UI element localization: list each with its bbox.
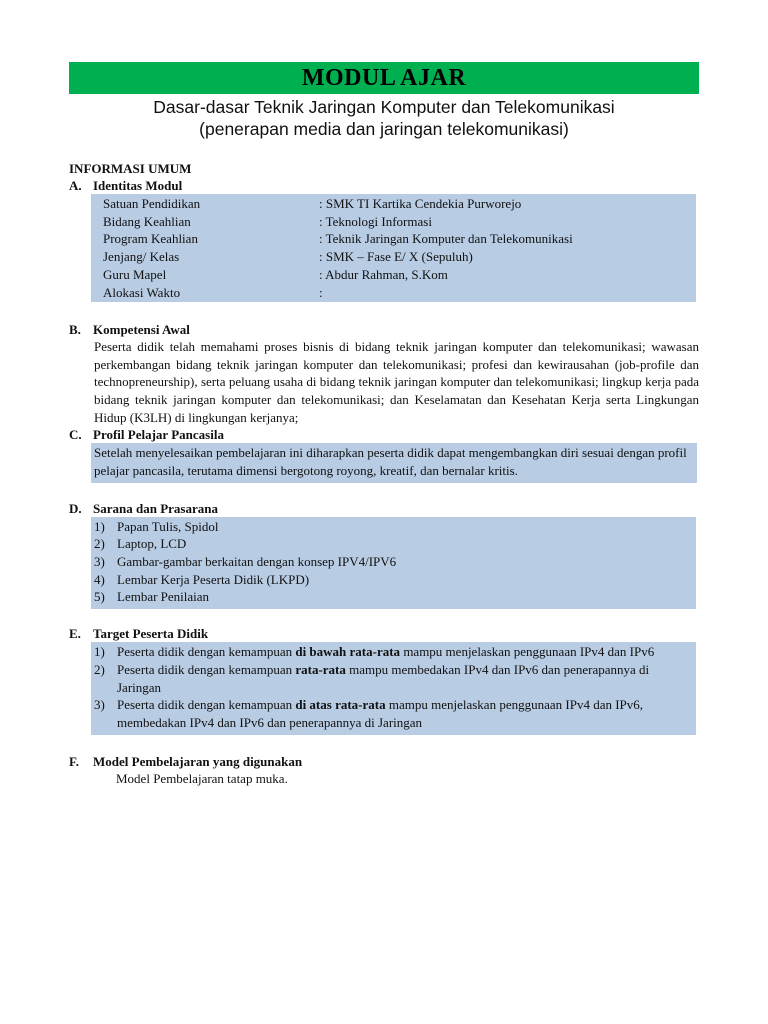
- subtitle-line-1: Dasar-dasar Teknik Jaringan Komputer dan Telekomunikasi: [153, 97, 615, 117]
- target-list: [91, 642, 696, 735]
- identity-value: : Abdur Rahman, S.Kom: [319, 266, 448, 282]
- section-title: Sarana dan Prasarana: [93, 500, 218, 516]
- list-text: Lembar Penilaian: [117, 589, 210, 605]
- info-umum-heading: INFORMASI UMUM: [69, 161, 192, 176]
- section-letter: C.: [69, 427, 82, 443]
- list-item: [91, 661, 696, 696]
- text-bold: di atas rata-rata: [295, 697, 386, 713]
- section-letter: F.: [69, 753, 79, 769]
- list-number: 2): [94, 536, 105, 552]
- list-text: Lembar Kerja Peserta Didik (LKPD): [117, 571, 310, 587]
- identity-value: : Teknologi Informasi: [319, 213, 432, 229]
- identity-row: [91, 213, 696, 231]
- section-title: Model Pembelajaran yang digunakan: [93, 753, 303, 769]
- list-item: [91, 696, 696, 731]
- list-item: [91, 535, 696, 553]
- model-pembelajaran-text: Model Pembelajaran tatap muka.: [116, 770, 288, 786]
- list-item: [91, 571, 696, 589]
- section-title: Identitas Modul: [93, 178, 183, 193]
- list-text: Gambar-gambar berkaitan dengan konsep IPV4/IPV6: [117, 554, 397, 569]
- list-item: [91, 643, 696, 661]
- kompetensi-awal-text: Peserta didik telah memahami proses bisnis di bidang teknik jaringan komputer dan telekomunikasi; wawasan perkembangan bidang teknik jaringan komputer dan telekomunikasi; profesi dan kewirausahan (job-profile dan technopreneurship), serta peluang usaha di bidang teknik jaringan komputer dan telekomunikasi; lingkup kerja pada bidang teknik jaringan komputer dan telekomunikasi; dan Keselamatan dan Kesehatan Kerja serta Lingkungan Hidup (K3LH) di lingkungan kerjanya;: [94, 339, 699, 425]
- sarana-list: [91, 517, 696, 610]
- list-number: 3): [94, 554, 105, 569]
- text-pre: Peserta didik dengan kemampuan: [117, 697, 296, 713]
- identity-row: [91, 230, 696, 248]
- identity-value: :: [319, 284, 323, 300]
- document-title-bar: [69, 62, 699, 94]
- identity-key: Jenjang/ Kelas: [103, 249, 180, 265]
- section-b-heading: [69, 321, 699, 338]
- list-number: 1): [94, 518, 105, 534]
- list-text: Papan Tulis, Spidol: [117, 518, 219, 534]
- identity-row: [91, 195, 696, 213]
- identity-key: Satuan Pendidikan: [103, 196, 201, 211]
- text-post: mampu menjelaskan penggunaan IPv4 dan IPv6, membedakan IPv4 dan IPv6 dan penerapannya di Jaringan: [117, 697, 644, 730]
- section-e-heading: [69, 625, 699, 642]
- text-pre: Peserta didik dengan kemampuan: [117, 644, 296, 660]
- text-pre: Peserta didik dengan kemampuan: [117, 661, 296, 677]
- identity-key: Bidang Keahlian: [103, 213, 191, 229]
- section-d-heading: [69, 500, 699, 517]
- identity-key: Guru Mapel: [103, 266, 167, 282]
- list-number: 5): [94, 589, 105, 605]
- subtitle-line-2: (penerapan media dan jaringan telekomunikasi): [199, 119, 569, 139]
- text-post: mampu menjelaskan penggunaan IPv4 dan IPv6: [400, 644, 655, 660]
- document-page: [69, 62, 699, 787]
- text-bold: di bawah rata-rata: [295, 644, 401, 660]
- list-item: [91, 518, 696, 536]
- identity-value: : SMK – Fase E/ X (Sepuluh): [319, 249, 473, 265]
- text-post: mampu membedakan IPv4 dan IPv6 dan penerapannya di Jaringan: [117, 661, 650, 695]
- list-item: [91, 553, 696, 571]
- list-text: [117, 696, 696, 731]
- section-letter: D.: [69, 500, 82, 516]
- section-letter: A.: [69, 178, 82, 193]
- list-text: [117, 643, 696, 661]
- list-number: 4): [94, 571, 105, 587]
- section-a-heading: [69, 177, 699, 194]
- list-number: 2): [94, 661, 105, 677]
- identity-key: Alokasi Wakto: [103, 284, 181, 300]
- identity-value: : SMK TI Kartika Cendekia Purworejo: [319, 196, 522, 211]
- identity-key: Program Keahlian: [103, 231, 198, 247]
- section-f-heading: [69, 753, 699, 770]
- identity-row: [91, 266, 696, 284]
- document-title: MODUL AJAR: [301, 64, 467, 91]
- section-letter: E.: [69, 626, 81, 642]
- list-text: Laptop, LCD: [117, 536, 187, 552]
- profil-pelajar-text: Setelah menyelesaikan pembelajaran ini diharapkan peserta didik dapat mengembangkan diri sesuai dengan profil pelajar pancasila, terutama dimensi bergotong royong, kreatif, dan bernalar kritis.: [91, 443, 697, 482]
- list-number: 3): [94, 697, 105, 713]
- section-title: Profil Pelajar Pancasila: [93, 427, 224, 443]
- section-title: Kompetensi Awal: [93, 322, 190, 338]
- identity-value: : Teknik Jaringan Komputer dan Telekomunikasi: [319, 231, 573, 247]
- document-subtitle: [69, 96, 699, 140]
- section-letter: B.: [69, 322, 81, 338]
- identity-row: [91, 284, 696, 302]
- identity-table: [91, 194, 696, 302]
- text-bold: rata-rata: [295, 661, 346, 677]
- section-c-heading: [69, 426, 699, 443]
- section-title: Target Peserta Didik: [93, 626, 209, 642]
- identity-row: [91, 248, 696, 266]
- list-item: [91, 588, 696, 606]
- list-number: 1): [94, 644, 105, 660]
- list-text: [117, 661, 696, 696]
